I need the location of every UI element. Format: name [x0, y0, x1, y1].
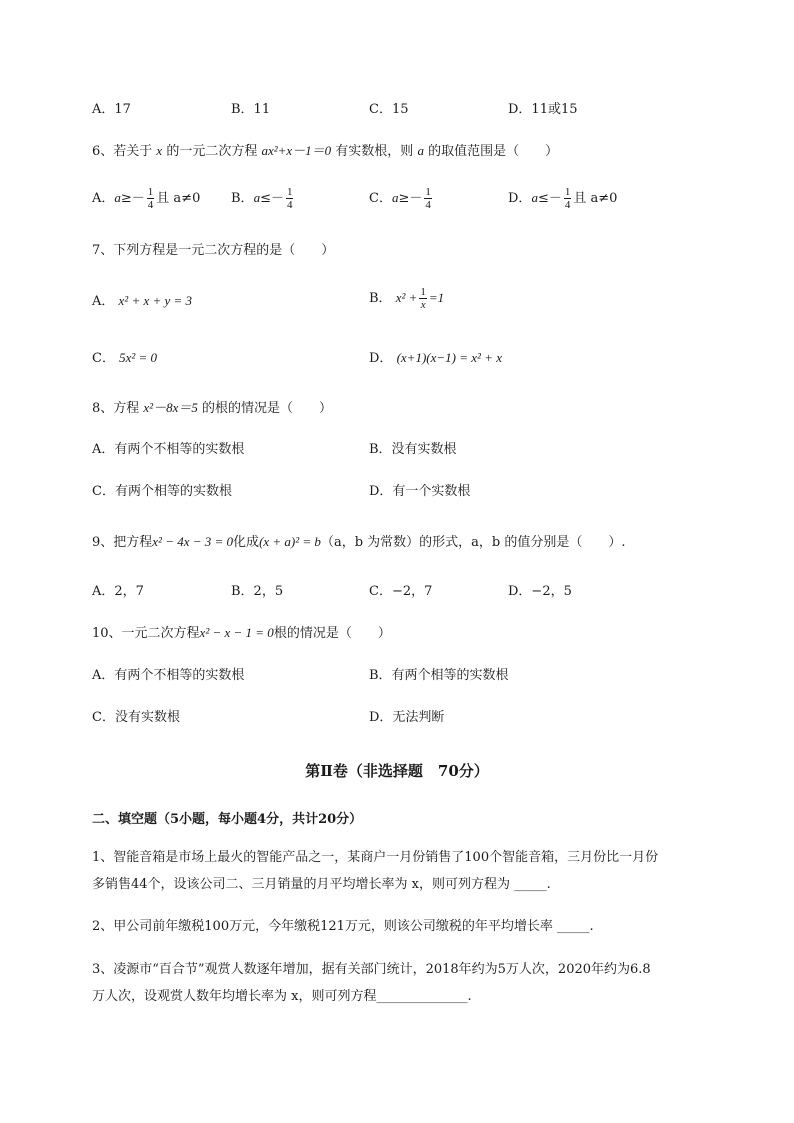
- fill-q2-line1: 2、甲公司前年缴税100万元，今年缴税121万元，则该公司缴税的年平均增长率 _____.: [92, 919, 594, 934]
- section-2-title: 第Ⅱ卷（非选择题 70分）: [305, 762, 489, 780]
- q7-option-c: C． 5x² = 0: [92, 350, 158, 366]
- q6-option-b: B．a≤－ $\frac{1}{4}$: [231, 186, 293, 211]
- fill-q1-line1: 1、智能音箱是市场上最火的智能产品之一，某商户一月份销售了100个智能音箱，三月份比一月份: [92, 850, 659, 865]
- fill-q3-line1: 3、凌源市“百合节”观赏人数逐年增加，据有关部门统计，2018年约为5万人次，2020年约为6.8: [92, 962, 651, 977]
- q5-option-d: D．11或15: [508, 102, 578, 117]
- q9-option-b: B．2，5: [231, 584, 284, 599]
- q9-option-a: A．2，7: [92, 584, 144, 599]
- q7-option-d: D． (x+1)(x−1) = x² + x: [369, 350, 502, 366]
- q7-option-a: A． x² + x + y = 3: [92, 293, 193, 309]
- q8-option-b: B．没有实数根: [369, 442, 457, 457]
- q10-option-c: C．没有实数根: [92, 710, 180, 725]
- q8-option-d: D．有一个实数根: [369, 484, 471, 499]
- q5-option-a: A．17: [92, 102, 131, 117]
- q8-option-c: C．有两个相等的实数根: [92, 484, 232, 499]
- q6-option-c: C．a≥－ $\frac{1}{4}$: [369, 186, 431, 211]
- fill-blank-heading: 二、填空题（5小题，每小题4分，共计20分）: [92, 812, 363, 827]
- q6-option-d: D．a≤－ $\frac{1}{4}$ 且 a≠0: [508, 186, 618, 211]
- q7-option-b: B． x² + $\frac{1}{x}$ =1: [369, 286, 445, 311]
- q5-option-b: B．11: [231, 102, 271, 117]
- q8-stem: 8、方程 x²－8x＝5 的根的情况是（ ）: [92, 400, 332, 416]
- q10-option-b: B．有两个相等的实数根: [369, 668, 509, 683]
- q10-stem: 10、一元二次方程x² − x − 1 = 0根的情况是（ ）: [92, 625, 391, 641]
- q6-stem: 6、若关于 x 的一元二次方程 ax²+x－1＝0 有实数根，则 a 的取值范围是（ ）: [92, 143, 559, 159]
- q9-option-d: D．−2，5: [508, 584, 572, 599]
- q10-option-d: D．无法判断: [369, 710, 445, 725]
- q9-option-c: C．−2，7: [369, 584, 433, 599]
- fill-q1-line2: 多销售44个，设该公司二、三月销量的月平均增长率为 x，则可列方程为 _____.: [92, 877, 551, 892]
- q6-option-a: A．a≥－ $\frac{1}{4}$ 且 a≠0: [92, 186, 201, 211]
- fill-q3-line2: 万人次，设观赏人数年均增长率为 x，则可列方程______________.: [92, 989, 472, 1004]
- q7-stem: 7、下列方程是一元二次方程的是（ ）: [92, 243, 335, 258]
- q10-option-a: A．有两个不相等的实数根: [92, 668, 245, 683]
- q8-option-a: A．有两个不相等的实数根: [92, 442, 245, 457]
- q5-option-c: C．15: [369, 102, 409, 117]
- q9-stem: 9、把方程x² − 4x − 3 = 0化成(x + a)² = b（a，b 为常数）的形式，a，b 的值分别是（ ）.: [92, 534, 626, 550]
